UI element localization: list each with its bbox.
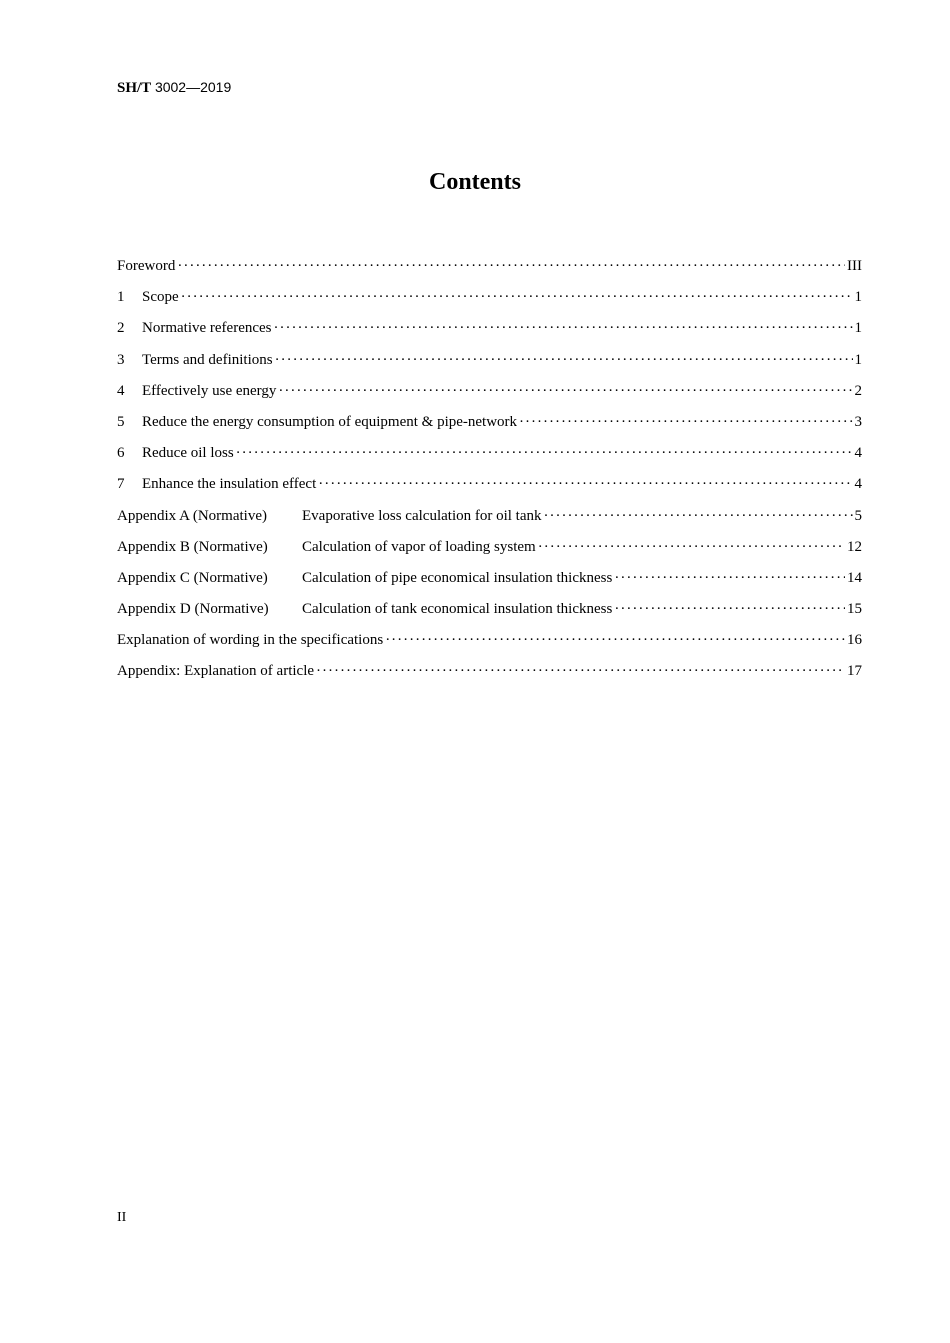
toc-entry[interactable] — [117, 318, 862, 349]
toc-entry[interactable] — [117, 568, 862, 599]
toc-entry-page: 12 — [847, 538, 862, 555]
toc-entry[interactable] — [117, 443, 862, 474]
toc-entry-appendix-label: Appendix C (Normative) — [117, 569, 268, 586]
toc-entry-title: Reduce oil loss — [142, 445, 234, 462]
toc-entry-leader-dots — [385, 630, 845, 650]
toc-entry-title: Calculation of vapor of loading system — [302, 538, 536, 555]
toc-entry-leader-dots — [278, 381, 852, 401]
toc-entry-leader-dots — [275, 350, 853, 370]
toc-entry-number: 7 — [117, 476, 125, 493]
page-title: Contents — [428, 169, 521, 195]
toc-entry-title: Reduce the energy consumption of equipment & pipe-network — [142, 413, 518, 430]
toc-entry-leader-dots — [519, 412, 852, 432]
toc-entry-page: 14 — [847, 569, 862, 586]
toc-entry-title: Enhance the insulation effect — [142, 476, 317, 493]
toc-entry-leader-dots — [181, 287, 853, 307]
toc-entry-page: 15 — [847, 601, 862, 618]
toc-entry-leader-dots — [274, 318, 853, 338]
toc-entry-title: Terms and definitions — [142, 351, 273, 368]
toc-entry-leader-dots — [236, 443, 853, 463]
toc-entry-number: 3 — [117, 351, 125, 368]
toc-entry-leader-dots — [538, 537, 845, 557]
document-code — [117, 79, 231, 97]
toc-entry-number: 6 — [117, 445, 125, 462]
toc-entry[interactable] — [117, 287, 862, 318]
toc-entry-page: 4 — [854, 445, 862, 462]
toc-entry[interactable] — [117, 661, 862, 692]
toc-entry-number: 4 — [117, 382, 125, 399]
toc-entry-leader-dots — [318, 474, 852, 494]
toc-entry-page: 16 — [847, 632, 862, 649]
toc-entry-title: Explanation of wording in the specifications — [117, 632, 384, 649]
toc-entry-page: 1 — [854, 320, 862, 337]
toc-entry-appendix-label: Appendix A (Normative) — [117, 507, 267, 524]
toc-entry-title: Effectively use energy — [142, 382, 277, 399]
table-of-contents — [117, 256, 862, 693]
toc-entry-title: Normative references — [142, 320, 272, 337]
toc-entry-title: Calculation of tank economical insulation thickness — [302, 601, 613, 618]
toc-entry-title: Evaporative loss calculation for oil tank — [302, 507, 542, 524]
document-code-prefix: SH/T — [117, 80, 152, 96]
toc-entry[interactable] — [117, 412, 862, 443]
toc-entry-page: 1 — [854, 351, 862, 368]
toc-entry[interactable] — [117, 599, 862, 630]
toc-entry-leader-dots — [316, 661, 845, 681]
toc-entry-title: Scope — [142, 289, 179, 306]
toc-entry-number: 2 — [117, 320, 125, 337]
toc-entry-leader-dots — [614, 599, 845, 619]
toc-entry-title: Foreword — [117, 258, 176, 274]
toc-entry-leader-dots — [177, 256, 845, 276]
document-code-number: 3002—2019 — [154, 79, 232, 95]
toc-entry-page: 5 — [854, 507, 862, 524]
toc-entry[interactable] — [117, 537, 862, 568]
toc-entry-page: 2 — [854, 382, 862, 399]
toc-entry-leader-dots — [614, 568, 845, 588]
toc-entry-number: 1 — [117, 289, 125, 306]
toc-entry[interactable] — [117, 630, 862, 661]
toc-entry-page: 1 — [854, 289, 862, 306]
toc-entry-page: 3 — [854, 413, 862, 430]
toc-entry-title: Appendix: Explanation of article — [117, 663, 315, 680]
toc-entry[interactable] — [117, 506, 862, 537]
page-number: II — [117, 1210, 127, 1225]
toc-entry-title: Calculation of pipe economical insulation thickness — [302, 569, 613, 586]
toc-entry-page: III — [847, 258, 862, 274]
toc-entry-appendix-label: Appendix B (Normative) — [117, 538, 268, 555]
toc-entry-number: 5 — [117, 413, 125, 430]
toc-entry[interactable] — [117, 381, 862, 412]
toc-entry[interactable] — [117, 474, 862, 505]
toc-entry-appendix-label: Appendix D (Normative) — [117, 601, 269, 618]
toc-entry[interactable] — [117, 350, 862, 381]
toc-entry[interactable] — [117, 256, 862, 287]
toc-entry-page: 4 — [854, 476, 862, 493]
toc-entry-leader-dots — [544, 506, 853, 526]
toc-entry-page: 17 — [847, 663, 862, 680]
